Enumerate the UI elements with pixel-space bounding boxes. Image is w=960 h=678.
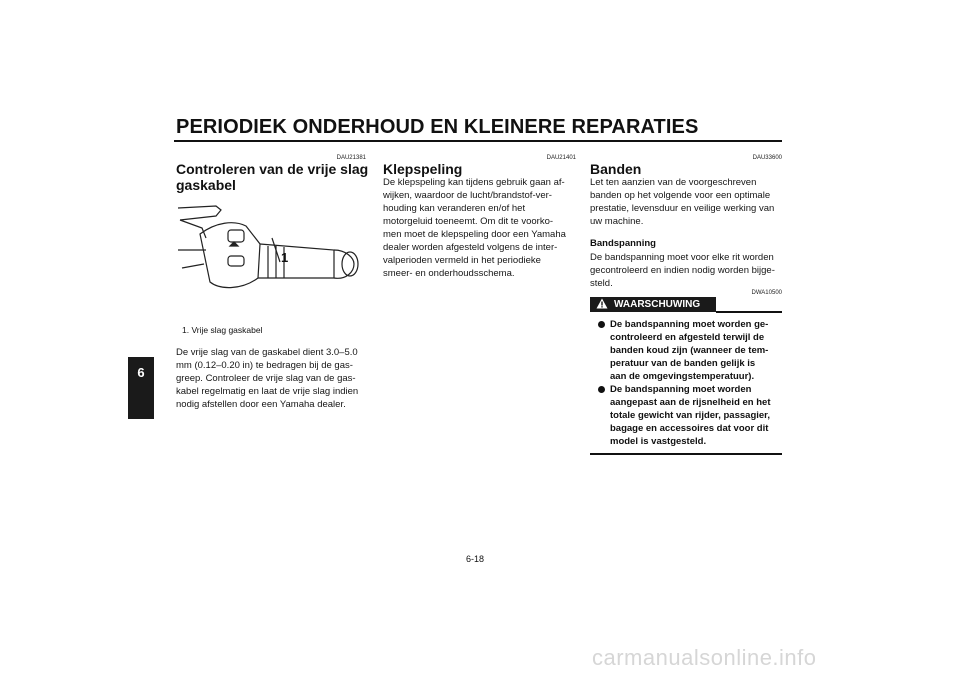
text-line: bagage en accessoires dat voor dit (610, 423, 769, 434)
bullet-icon (598, 386, 605, 393)
paragraph (590, 251, 782, 290)
text-line: smeer- en onderhoudsschema. (383, 268, 515, 279)
section-heading (176, 161, 368, 193)
text-line: gecontroleerd en indien nodig worden bijge- (590, 265, 775, 276)
heading-line: gaskabel (176, 177, 236, 193)
text-line: De vrije slag van de gaskabel dient 3.0–5.0 (176, 347, 358, 358)
text-line: houding kan veranderen en/of het (383, 203, 526, 214)
section-code: DAU33600 (752, 155, 782, 161)
warning-list (592, 318, 782, 448)
figure-caption: 1. Vrije slag gaskabel (182, 325, 263, 335)
callout-number: 1 (281, 250, 289, 265)
text-line: nodig afstellen door een Yamaha dealer. (176, 399, 346, 410)
text-line: aan de omgevingstemperatuur). (610, 371, 755, 382)
list-item (592, 383, 782, 448)
throttle-grip-illustration (176, 198, 372, 294)
text-line: peratuur van de banden gelijk is (610, 358, 756, 369)
paragraph (590, 176, 782, 228)
text-line: steld. (590, 278, 613, 289)
list-item (592, 318, 782, 383)
warning-top-rule (716, 311, 782, 313)
watermark: carmanualsonline.info (592, 645, 817, 670)
warning-badge (590, 297, 716, 312)
section-heading: Klepspeling (383, 161, 463, 177)
text-line: greep. Controleer de vrije slag van de gas- (176, 373, 356, 384)
text-line: motorgeluid toeneemt. Om dit te voorko- (383, 216, 554, 227)
text-line: kabel regelmatig en laat de vrije slag indien (176, 386, 359, 397)
text-line: banden op het volgende voor een optimale (590, 190, 771, 201)
title-rule (174, 140, 782, 142)
warning-code: DWA10500 (751, 290, 782, 296)
text-line: prestatie, levensduur en veilige werking van (590, 203, 775, 214)
text-line: valperioden vermeld in het periodieke (383, 255, 541, 266)
subheading: Bandspanning (590, 238, 656, 249)
text-line: De bandspanning moet worden ge- (610, 319, 769, 330)
bullet-icon (598, 321, 605, 328)
page-title: PERIODIEK ONDERHOUD EN KLEINERE REPARATIES (176, 116, 699, 138)
warning-bottom-rule (590, 453, 782, 455)
text-line: De klepspeling kan tijdens gebruik gaan af- (383, 177, 565, 188)
text-line: Let ten aanzien van de voorgeschreven (590, 177, 757, 188)
text-line: model is vastgesteld. (610, 436, 707, 447)
text-line: wijken, waardoor de lucht/brandstof-ver- (383, 190, 552, 201)
text-line: mm (0.12–0.20 in) te bedragen bij de gas- (176, 360, 353, 371)
text-line: uw machine. (590, 216, 644, 227)
text-line: controleerd en afgesteld terwijl de (610, 332, 765, 343)
warning-label: WAARSCHUWING (614, 299, 701, 310)
text-line: aangepast aan de rijsnelheid en het (610, 397, 771, 408)
text-line: totale gewicht van rijder, passagier, (610, 410, 770, 421)
text-line: De bandspanning moet worden (610, 384, 752, 395)
text-line: dealer worden afgesteld volgens de inter- (383, 242, 558, 253)
paragraph (383, 176, 575, 280)
paragraph (176, 346, 368, 411)
text-line: De bandspanning moet voor elke rit worden (590, 252, 774, 263)
warning-triangle-icon (596, 298, 608, 312)
page-number: 6-18 (466, 554, 485, 564)
section-heading: Banden (590, 161, 642, 177)
heading-line: Controleren van de vrije slag (176, 161, 369, 177)
section-code: DAU21381 (336, 155, 366, 161)
section-code: DAU21401 (546, 155, 576, 161)
chapter-tab: 6 (128, 357, 154, 419)
text-line: men moet de klepspeling door een Yamaha (383, 229, 566, 240)
text-line: banden koud zijn (wanneer de tem- (610, 345, 769, 356)
